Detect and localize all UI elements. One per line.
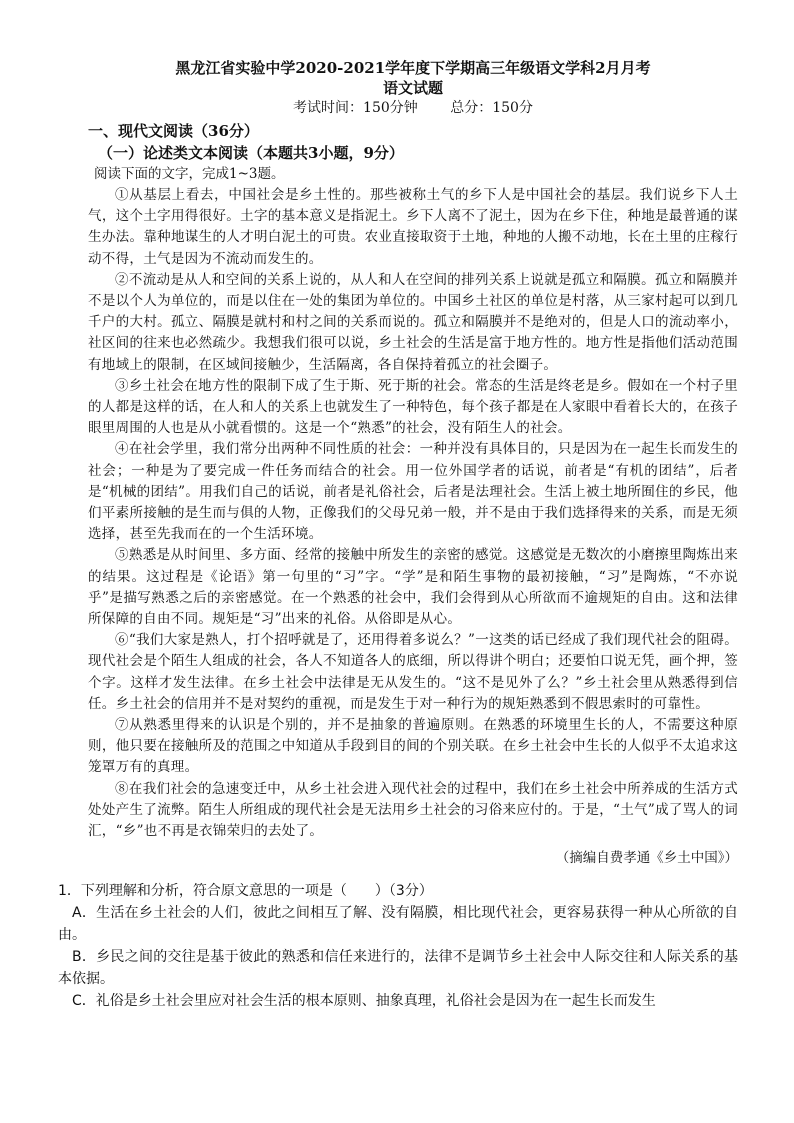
- exam-meta: [88, 98, 738, 118]
- exam-time: 考试时间：150分钟: [293, 100, 418, 116]
- exam-page: [58, 58, 738, 1012]
- question-1-stem: 1．下列理解和分析，符合原文意思的一项是（ ）（3分）: [58, 883, 433, 900]
- passage-paragraph-4: ④在社会学里，我们常分出两种不同性质的社会：一种并没有具体目的，只是因为在一起生长而发生的社会；一种是为了要完成一件任务而结合的社会。用一位外国学者的话说，前者是“有机的团结”，后者是“机械的团结”。用我们自己的话说，前者是礼俗社会，后者是法理社会。生活上被土地所囿住的乡民，他们平素所接触的是生而与俱的人物，正像我们的父母兄弟一般，并不是由于我们选择得来的关系，而是无须选择，甚至先我而在的一个生活环境。: [88, 441, 738, 543]
- passage-source: （摘编自费孝通《乡土中国》）: [555, 850, 738, 867]
- passage-paragraph-2: ②不流动是从人和空间的关系上说的，从人和人在空间的排列关系上说就是孤立和隔膜。孤立和隔膜并不是以个人为单位的，而是以住在一处的集团为单位的。中国乡土社区的单位是村落，从三家村起可以到几千户的大村。孤立、隔膜是就村和村之间的关系而说的。孤立和隔膜并不是绝对的，但是人口的流动率小，社区间的往来也必然疏少。我想我们很可以说，乡土社会的生活是富于地方性的。地方性是指他们活动范围有地域上的限制，在区域间接触少，生活隔离，各自保持着孤立的社会圈子。: [88, 271, 738, 373]
- subsection-heading: （一）论述类文本阅读（本题共3小题，9分）: [98, 144, 404, 162]
- exam-title: 黑龙江省实验中学2020-2021学年度下学期高三年级语文学科2月月考: [175, 59, 651, 77]
- passage-paragraph-3: ③乡土社会在地方性的限制下成了生于斯、死于斯的社会。常态的生活是终老是乡。假如在一个村子里的人都是这样的话，在人和人的关系上也就发生了一种特色，每个孩子都是在人家眼中看着长大的，在孩子眼里周围的人也是从小就看惯的。这是一个“熟悉”的社会，没有陌生人的社会。: [88, 377, 738, 437]
- section-heading: 一、现代文阅读（36分）: [88, 122, 259, 140]
- question-1-option-b: B．乡民之间的交往是基于彼此的熟悉和信任来进行的，法律不是调节乡土社会中人际交往和人际关系的基本依据。: [58, 949, 738, 988]
- exam-score: 总分：150分: [450, 100, 533, 116]
- reading-instruction: 阅读下面的文字，完成1~3题。: [94, 166, 285, 182]
- question-1-option-a: A．生活在乡土社会的人们，彼此之间相互了解、没有隔膜，相比现代社会，更容易获得一种从心所欲的自由。: [58, 905, 738, 944]
- passage-paragraph-8: ⑧在我们社会的急速变迁中，从乡土社会进入现代社会的过程中，我们在乡土社会中所养成的生活方式处处产生了流弊。陌生人所组成的现代社会是无法用乡土社会的习俗来应付的。于是，“土气”成了骂人的词汇，“乡”也不再是衣锦荣归的去处了。: [88, 780, 738, 840]
- passage-paragraph-1: ①从基层上看去，中国社会是乡土性的。那些被称土气的乡下人是中国社会的基层。我们说乡下人土气，这个土字用得很好。土字的基本意义是指泥土。乡下人离不了泥土，因为在乡下住，种地是最普通的谋生办法。靠种地谋生的人才明白泥土的可贵。农业直接取资于土地，种地的人搬不动地，长在土里的庄稼行动不得，土气是因为不流动而发生的。: [88, 187, 738, 267]
- passage-paragraph-6: ⑥“我们大家是熟人，打个招呼就是了，还用得着多说么？”一这类的话已经成了我们现代社会的阻碍。现代社会是个陌生人组成的社会，各人不知道各人的底细，所以得讲个明白；还要怕口说无凭，画个押，签个字。这样才发生法律。在乡土社会中法律是无从发生的。“这不是见外了么？”乡土社会里从熟悉得到信任。乡土社会的信用并不是对契约的重视，而是发生于对一种行为的规矩熟悉到不假思索时的可靠性。: [88, 632, 738, 712]
- passage-paragraph-7: ⑦从熟悉里得来的认识是个别的，并不是抽象的普遍原则。在熟悉的环境里生长的人，不需要这种原则，他只要在接触所及的范围之中知道从手段到目的间的个别关联。在乡土社会中生长的人似乎不太追求这笼罩万有的真理。: [88, 717, 738, 776]
- question-1-option-c: C．礼俗是乡土社会里应对社会生活的根本原则、抽象真理，礼俗社会是因为在一起生长而发生: [72, 993, 656, 1010]
- exam-subtitle: 语文试题: [382, 79, 443, 97]
- passage-paragraph-5: ⑤熟悉是从时间里、多方面、经常的接触中所发生的亲密的感觉。这感觉是无数次的小磨擦里陶炼出来的结果。这过程是《论语》第一句里的“习”字。“学”是和陌生事物的最初接触，“习”是陶炼，“不亦说乎”是描写熟悉之后的亲密感觉。在一个熟悉的社会中，我们会得到从心所欲而不逾规矩的自由。这和法律所保障的自由不同。规矩是“习”出来的礼俗。从俗即是从心。: [88, 547, 738, 628]
